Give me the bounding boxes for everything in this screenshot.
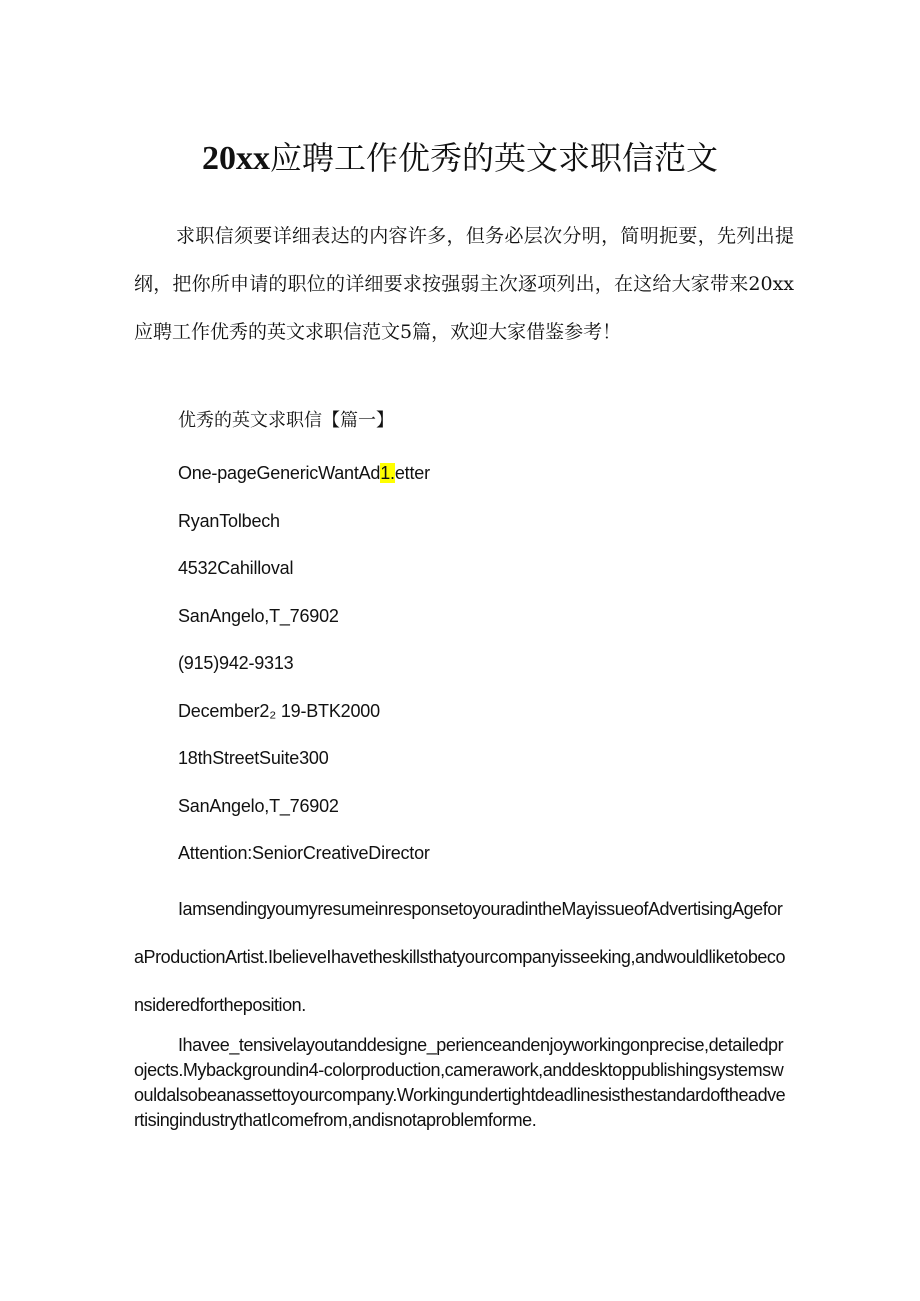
sender-name: RyanTolbech: [178, 511, 280, 531]
intro-paragraph: 求职信须要详细表达的内容许多，但务必层次分明，简明扼要，先列出提纲，把你所申请的职位的详细要求按强弱主次逐项列出，在这给大家带来20xx应聘工作优秀的英文求职信范文5篇，欢迎大家借鉴参考！: [134, 225, 794, 343]
document-title: [0, 133, 920, 179]
title-prefix: 20xx: [201, 140, 270, 177]
letter-title: [178, 463, 430, 484]
title-text: 应聘工作优秀的英文求职信范文: [269, 139, 718, 177]
letter-title-start: One-pageGenericWantAd: [178, 463, 381, 483]
recipient-street: 18thStreetSuite300: [178, 748, 329, 768]
date-line: December2₂ 19-BTK2000: [178, 701, 380, 721]
body-paragraph-1: IamsendingyoumyresumeinresponsetoyouradintheMayissueofAdvertisingAgeforaProductionArtist.IbelieveIhavetheskillsthatyourcompanyisseeking,andwouldliketobeconsideredfortheposition.: [134, 899, 786, 1015]
sender-address: 4532Cahilloval: [178, 558, 294, 578]
recipient-city: SanAngelo,T_76902: [178, 796, 339, 816]
attention-line: Attention:SeniorCreativeDirector: [178, 843, 430, 863]
highlighted-text: 1.: [380, 463, 395, 483]
letter-title-end: etter: [394, 463, 430, 483]
section-heading: 优秀的英文求职信【篇一】: [178, 410, 394, 431]
body-paragraph-2: Ihavee_tensivelayoutanddesigne_perienceandenjoyworkingonprecise,detailedprojects.Mybackgroundin4-colorproduction,camerawork,anddesktoppublishingsystemswouldalsobeanassettoyourcompany.WorkingundertightdeadlinesisthestandardoftheadvertisingindustrythatIcomefrom,andisnotaproblemforme.: [134, 1035, 786, 1130]
sender-phone: (915)942-9313: [178, 653, 294, 673]
sender-city: SanAngelo,T_76902: [178, 606, 339, 626]
